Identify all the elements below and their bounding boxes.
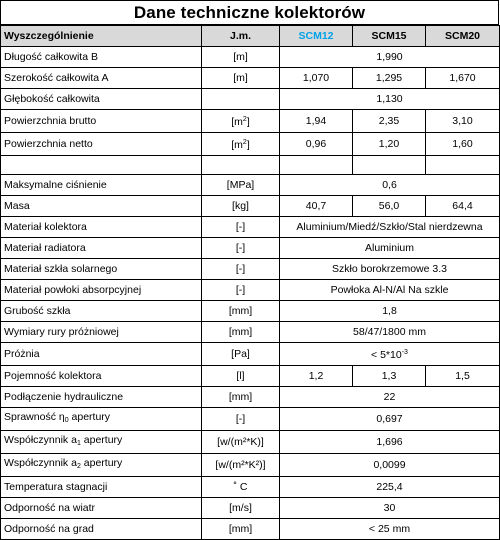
header-row bbox=[1, 26, 500, 47]
row-label: Temperatura stagnacji bbox=[1, 477, 202, 498]
unit-base: [m bbox=[231, 116, 243, 128]
label-base: Współczynnik a bbox=[4, 434, 77, 446]
row-value-scm15: 56,0 bbox=[353, 196, 426, 217]
table-row bbox=[1, 322, 500, 343]
table-row bbox=[1, 477, 500, 498]
row-label: Maksymalne ciśnienie bbox=[1, 175, 202, 196]
row-value-scm20: 1,670 bbox=[426, 68, 500, 89]
row-value-all: 0,6 bbox=[280, 175, 500, 196]
row-value-scm20: 1,5 bbox=[426, 366, 500, 387]
row-unit: [m/s] bbox=[202, 498, 280, 519]
row-label bbox=[1, 408, 202, 431]
table-row bbox=[1, 431, 500, 454]
row-unit: [-] bbox=[202, 217, 280, 238]
row-value-all: 1,990 bbox=[280, 47, 500, 68]
row-unit: [-] bbox=[202, 408, 280, 431]
row-value-scm12: 0,96 bbox=[280, 133, 353, 156]
row-value-all: 1,696 bbox=[280, 431, 500, 454]
row-value-scm12: 1,2 bbox=[280, 366, 353, 387]
table-row bbox=[1, 387, 500, 408]
row-unit: ˚ C bbox=[202, 477, 280, 498]
row-label bbox=[1, 454, 202, 477]
row-label: Materiał kolektora bbox=[1, 217, 202, 238]
label-end: apertury bbox=[68, 411, 111, 423]
table-row bbox=[1, 89, 500, 110]
row-value-scm15: 1,295 bbox=[353, 68, 426, 89]
table-row bbox=[1, 408, 500, 431]
table-row bbox=[1, 175, 500, 196]
row-value-all: 1,130 bbox=[280, 89, 500, 110]
row-label: Wymiary rury próżniowej bbox=[1, 322, 202, 343]
row-label: Materiał szkła solarnego bbox=[1, 259, 202, 280]
label-subscript: 0 bbox=[64, 417, 69, 424]
row-label bbox=[1, 431, 202, 454]
row-value-scm20: 3,10 bbox=[426, 110, 500, 133]
row-unit: [mm] bbox=[202, 519, 280, 540]
table-row bbox=[1, 280, 500, 301]
row-unit: [w/(m²*K²)] bbox=[202, 454, 280, 477]
header-scm15: SCM15 bbox=[353, 26, 426, 47]
table-row bbox=[1, 366, 500, 387]
row-unit: [m] bbox=[202, 47, 280, 68]
row-value-scm20: 64,4 bbox=[426, 196, 500, 217]
table-row bbox=[1, 217, 500, 238]
unit-end: ] bbox=[246, 139, 250, 151]
row-label: Podłączenie hydrauliczne bbox=[1, 387, 202, 408]
row-value-all: 0,697 bbox=[280, 408, 500, 431]
unit-superscript: 2 bbox=[242, 116, 247, 123]
label-base: Sprawność η bbox=[4, 411, 65, 423]
row-unit: [MPa] bbox=[202, 175, 280, 196]
row-value-all: 22 bbox=[280, 387, 500, 408]
row-label: Głębokość całkowita bbox=[1, 89, 202, 110]
row-value-all: 0,0099 bbox=[280, 454, 500, 477]
row-unit: [-] bbox=[202, 238, 280, 259]
row-value-all: Szkło borokrzemowe 3.3 bbox=[280, 259, 500, 280]
unit-end: ] bbox=[246, 116, 250, 128]
row-value-all: 225,4 bbox=[280, 477, 500, 498]
row-label: Odporność na wiatr bbox=[1, 498, 202, 519]
row-label: Grubość szkła bbox=[1, 301, 202, 322]
table-row bbox=[1, 259, 500, 280]
row-value-scm12: 1,070 bbox=[280, 68, 353, 89]
unit-superscript: 2 bbox=[242, 139, 247, 146]
row-unit: [Pa] bbox=[202, 343, 280, 366]
header-unit: J.m. bbox=[202, 26, 280, 47]
table-row bbox=[1, 47, 500, 68]
row-label: Długość całkowita B bbox=[1, 47, 202, 68]
row-value-scm20: 1,60 bbox=[426, 133, 500, 156]
label-end: apertury bbox=[80, 457, 123, 469]
row-label: Powierzchnia netto bbox=[1, 133, 202, 156]
row-value-scm15: 1,20 bbox=[353, 133, 426, 156]
table-row bbox=[1, 519, 500, 540]
row-value-scm12: 40,7 bbox=[280, 196, 353, 217]
table-row bbox=[1, 133, 500, 156]
row-value-all: 58/47/1800 mm bbox=[280, 322, 500, 343]
table-row bbox=[1, 110, 500, 133]
header-description: Wyszczególnienie bbox=[1, 26, 202, 47]
row-label: Materiał radiatora bbox=[1, 238, 202, 259]
row-label: Pojemność kolektora bbox=[1, 366, 202, 387]
row-label: Materiał powłoki absorpcyjnej bbox=[1, 280, 202, 301]
row-unit: [w/(m²*K)] bbox=[202, 431, 280, 454]
row-value-all bbox=[280, 343, 500, 366]
header-scm20: SCM20 bbox=[426, 26, 500, 47]
row-unit: [mm] bbox=[202, 387, 280, 408]
table-row bbox=[1, 238, 500, 259]
row-unit bbox=[202, 110, 280, 133]
row-unit: [mm] bbox=[202, 301, 280, 322]
row-label: Masa bbox=[1, 196, 202, 217]
row-label: Odporność na grad bbox=[1, 519, 202, 540]
row-unit bbox=[202, 133, 280, 156]
row-value-all: Aluminium bbox=[280, 238, 500, 259]
label-subscript: 2 bbox=[76, 463, 81, 470]
label-subscript: 1 bbox=[76, 440, 81, 447]
table-row bbox=[1, 343, 500, 366]
value-base: < 5*10 bbox=[371, 349, 402, 361]
row-unit: [-] bbox=[202, 259, 280, 280]
spec-table bbox=[0, 25, 500, 540]
row-value-scm15: 1,3 bbox=[353, 366, 426, 387]
row-label: Próżnia bbox=[1, 343, 202, 366]
table-row bbox=[1, 68, 500, 89]
table-row bbox=[1, 196, 500, 217]
row-value-all: 30 bbox=[280, 498, 500, 519]
table-row bbox=[1, 301, 500, 322]
value-superscript: -3 bbox=[401, 349, 408, 356]
row-unit: [l] bbox=[202, 366, 280, 387]
row-label: Szerokość całkowita A bbox=[1, 68, 202, 89]
row-value-scm15: 2,35 bbox=[353, 110, 426, 133]
row-label: Powierzchnia brutto bbox=[1, 110, 202, 133]
row-value-all: < 25 mm bbox=[280, 519, 500, 540]
table-row bbox=[1, 454, 500, 477]
table-row bbox=[1, 498, 500, 519]
label-end: apertury bbox=[80, 434, 123, 446]
row-unit: [m] bbox=[202, 68, 280, 89]
row-unit bbox=[202, 89, 280, 110]
table-title: Dane techniczne kolektorów bbox=[0, 0, 499, 25]
row-value-all: Aluminium/Miedź/Szkło/Stal nierdzewna bbox=[280, 217, 500, 238]
label-base: Współczynnik a bbox=[4, 457, 77, 469]
unit-base: [m bbox=[231, 139, 243, 151]
row-unit: [mm] bbox=[202, 322, 280, 343]
row-value-all: Powłoka Al-N/Al Na szkle bbox=[280, 280, 500, 301]
row-unit: [kg] bbox=[202, 196, 280, 217]
row-value-scm12: 1,94 bbox=[280, 110, 353, 133]
empty-row bbox=[1, 156, 500, 175]
row-value-all: 1,8 bbox=[280, 301, 500, 322]
row-unit: [-] bbox=[202, 280, 280, 301]
header-scm12: SCM12 bbox=[280, 26, 353, 47]
